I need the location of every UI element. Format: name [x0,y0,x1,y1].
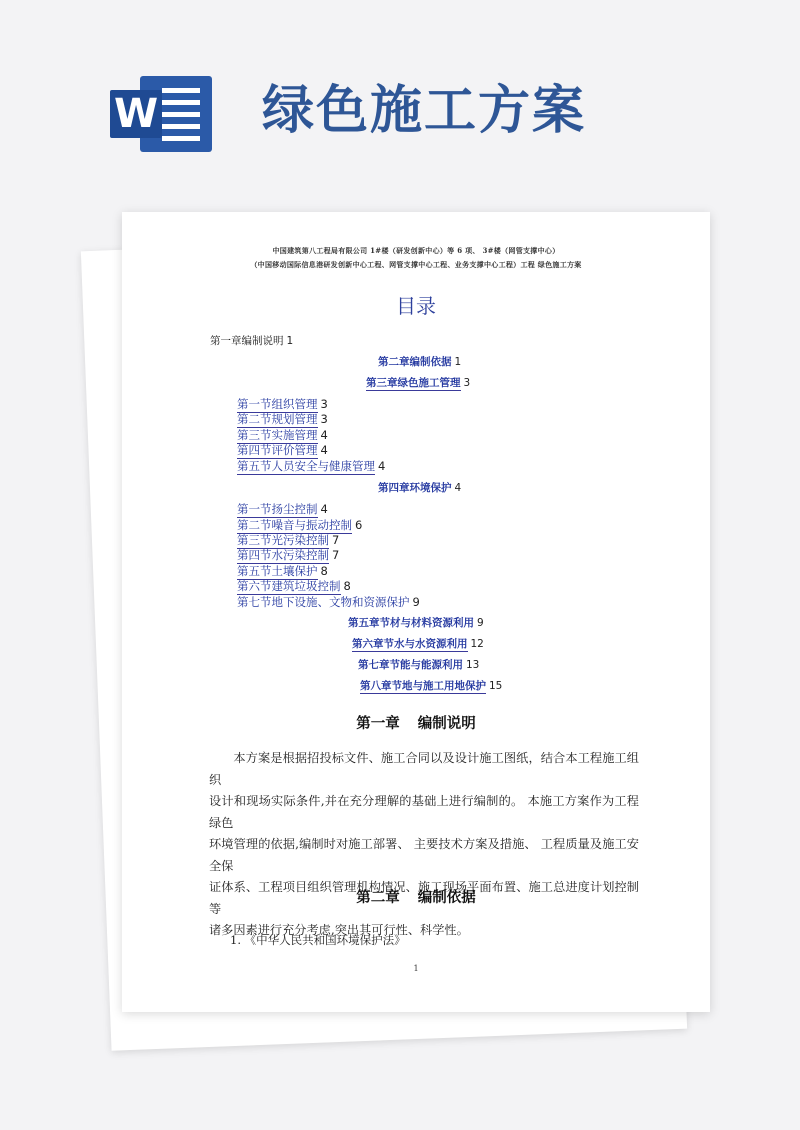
toc-entry[interactable]: 第五节人员安全与健康管理 4 [237,459,386,473]
toc-entry[interactable]: 第四节水污染控制 7 [237,548,340,562]
toc-entry[interactable]: 第五章节材与材料资源利用 9 [348,617,484,629]
page-header-line-2: （中国移动国际信息港研发创新中心工程、网管支撑中心工程、业务支撑中心工程）工程 绿色施工方案 [250,260,582,269]
toc-entry[interactable]: 第二节噪音与振动控制 6 [237,518,363,532]
word-document-icon [110,72,212,156]
toc-entry[interactable]: 第二章编制依据 1 [378,356,462,368]
toc-entry[interactable]: 第四章环境保护 4 [378,482,462,494]
toc-entry[interactable]: 第五节土壤保护 8 [237,564,328,578]
reference-list-item: 1. 《中华人民共和国环境保护法》 [230,933,406,947]
toc-entry[interactable]: 第四节评价管理 4 [237,443,328,457]
toc-entry[interactable]: 第三节实施管理 4 [237,428,328,442]
chapter-2-heading: 第二章 编制依据 [356,890,476,906]
toc-entry[interactable]: 第七节地下设施、文物和资源保护 9 [237,595,420,609]
document-page [122,212,710,1012]
chapter-1-heading: 第一章 编制说明 [356,716,476,732]
banner-title: 绿色施工方案 [262,80,587,141]
chapter-1-paragraph: 本方案是根据招投标文件、施工合同以及设计施工图纸，结合本工程施工组织 设计和现场实际条件,并在充分理解的基础上进行编制的。 本施工方案作为工程绿色 环境管理的依据,编制时对施工部署、 主要技术方案及措施、 工程质量及施工安全保 证体系、工程项目组织管理机构情况、施工现场平面布置、施工总进度计划控制等 诸多因素进行充分考虑,突出其可行性、科学性。 [209,751,639,937]
page-header-line-1: 中国建筑第八工程局有限公司 1#楼（研发创新中心）等 6 项、 3#楼（网管支撑中心） [272,246,560,255]
toc-entry[interactable]: 第三节光污染控制 7 [237,533,340,547]
toc-entry[interactable]: 第一节组织管理 3 [237,397,328,411]
word-icon-letter: W [110,90,162,138]
toc-entry[interactable]: 第七章节能与能源利用 13 [358,659,480,671]
toc-entry[interactable]: 第二节规划管理 3 [237,412,328,426]
toc-entry[interactable]: 第六章节水与水资源利用 12 [352,638,484,650]
toc-entry[interactable]: 第六节建筑垃圾控制 8 [237,579,351,593]
toc-title: 目录 [396,294,436,318]
toc-entry[interactable]: 第一章编制说明 1 [210,335,294,347]
toc-entry[interactable]: 第三章绿色施工管理 3 [366,377,471,389]
toc-entry[interactable]: 第一节扬尘控制 4 [237,502,328,516]
page-number: 1 [413,964,419,973]
toc-entry[interactable]: 第八章节地与施工用地保护 15 [360,680,503,692]
